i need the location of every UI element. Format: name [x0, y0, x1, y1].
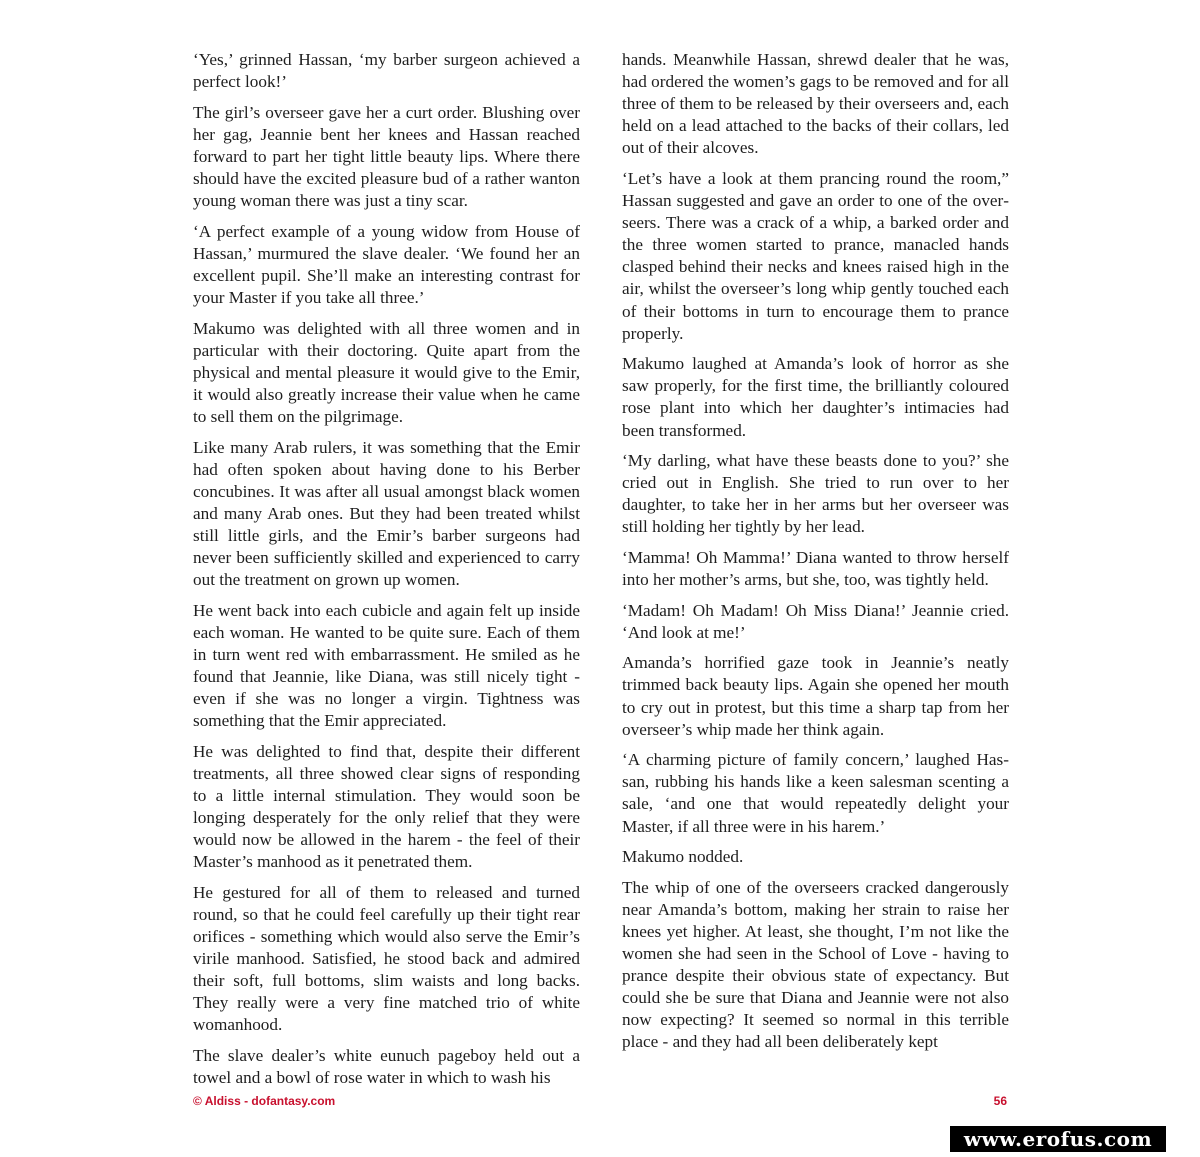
paragraph: He went back into each cubicle and again felt up inside each woman. He wanted to be quite sure. Each of them in turn went red with embarrassment. He smiled as he found that Jeannie, like Diana, was still nicely tight - even if she was no longer a virgin. Tightness was something that the Emir appreciated.	[193, 600, 580, 731]
paragraph: Like many Arab rulers, it was something that the Emir had often spoken about having done to his Berber concubines. It was after all usual amongst black women and many Arab ones. But they had been treated whilst still little girls, and the Emir’s barber surgeons had never been sufficiently skilled and experienced to carry out the treatment on grown up women.	[193, 437, 580, 590]
paragraph: Amanda’s horrified gaze took in Jeannie’s neatly trimmed back beauty lips. Again she opened her mouth to cry out in protest, but this time a sharp tap from her overseer’s whip made her think again.	[622, 653, 1009, 739]
paragraph: hands. Meanwhile Hassan, shrewd dealer that he was, had ordered the women’s gags to be removed and for all three of them to be released by their overseers and, each held on a lead attached to the backs of their collars, led out of their alcoves.	[622, 50, 1009, 158]
footer-copyright: © Aldiss - dofantasy.com	[193, 1094, 336, 1108]
paragraph: ‘A perfect example of a young widow from House of Hassan,’ murmured the slave dealer. ‘We found her an excellent pupil. She’ll make an interesting contrast for your Master if you take all three.’	[193, 221, 580, 307]
paragraph: The slave dealer’s white eunuch pageboy held out a towel and a bowl of rose water in which to wash his	[193, 1045, 580, 1088]
right-column	[622, 49, 1009, 1062]
watermark-banner	[950, 1126, 1166, 1152]
paragraph: ‘Madam! Oh Madam! Oh Miss Diana!’ Jeannie cried. ‘And look at me!’	[622, 600, 1009, 642]
paragraph: Makumo nodded.	[622, 847, 744, 867]
paragraph: ‘My darling, what have these beasts done to you?’ she cried out in English. She tried to run over to her daughter, to take her in her arms but her overseer was still holding her tightly by her lead.	[622, 451, 1009, 537]
paragraph: ‘Mamma! Oh Mamma!’ Diana wanted to throw herself into her mother’s arms, but she, too, was tightly held.	[622, 547, 1009, 590]
paragraph: He was delighted to find that, despite their different treatments, all three showed clear signs of responding to a little internal stimulation. They would soon be longing desperately for the only relief that they were would now be allowed in the harem - the feel of their Master’s manhood as it penetrated them.	[193, 741, 580, 872]
paragraph: ‘Let’s have a look at them prancing round the room,” Hassan suggested and gave an order to one of the overseers. There was a crack of a whip, a barked order and the three women started to prance, manacled hands clasped behind their necks and knees raised high in the air, whilst the overseer’s long whip gently touched each of their bottoms in turn to encourage them to prance properly.	[622, 168, 1009, 343]
paragraph: ‘Yes,’ grinned Hassan, ‘my barber surgeon achieved a perfect look!’	[193, 50, 580, 92]
watermark-text: www.erofus.com	[963, 1127, 1153, 1151]
paragraph: He gestured for all of them to released and turned round, so that he could feel carefully up their tight rear orifices - something which would also serve the Emir’s virile manhood. Satisfied, he stood back and admired their soft, full bottoms, slim waists and long backs. They really were a very fine matched trio of white womanhood.	[193, 882, 580, 1035]
paragraph: The whip of one of the overseers cracked dangerously near Amanda’s bottom, making her strain to raise her knees yet higher. At least, she thought, I’m not like the women she had seen in the School of Love - having to prance despite their obvious state of expectancy. But could she be sure that Diana and Jeannie were not also now expecting? It seemed so normal in this terrible place - and they had all been deliberately kept	[622, 877, 1009, 1052]
left-column	[193, 49, 580, 1098]
paragraph: ‘A charming picture of family concern,’ laughed Hassan, rubbing his hands like a keen salesman scenting a sale, ‘and one that would repeatedly delight your Master, if all three were in his harem.’	[622, 750, 1009, 836]
paragraph: Makumo was delighted with all three women and in particular with their doctoring. Quite apart from the physical and mental pleasure it would give to the Emir, it would also greatly increase their value when he came to sell them on the pilgrimage.	[193, 318, 580, 426]
paragraph: Makumo laughed at Amanda’s look of horror as she saw properly, for the first time, the brilliantly coloured rose plant into which her daughter’s intimacies had been transformed.	[622, 354, 1009, 440]
paragraph: The girl’s overseer gave her a curt order. Blushing over her gag, Jeannie bent her knees and Hassan reached forward to part her tight little beauty lips. Where there should have the excited pleasure bud of a rather wanton young woman there was just a tiny scar.	[193, 102, 580, 211]
page-number: 56	[993, 1094, 1007, 1108]
